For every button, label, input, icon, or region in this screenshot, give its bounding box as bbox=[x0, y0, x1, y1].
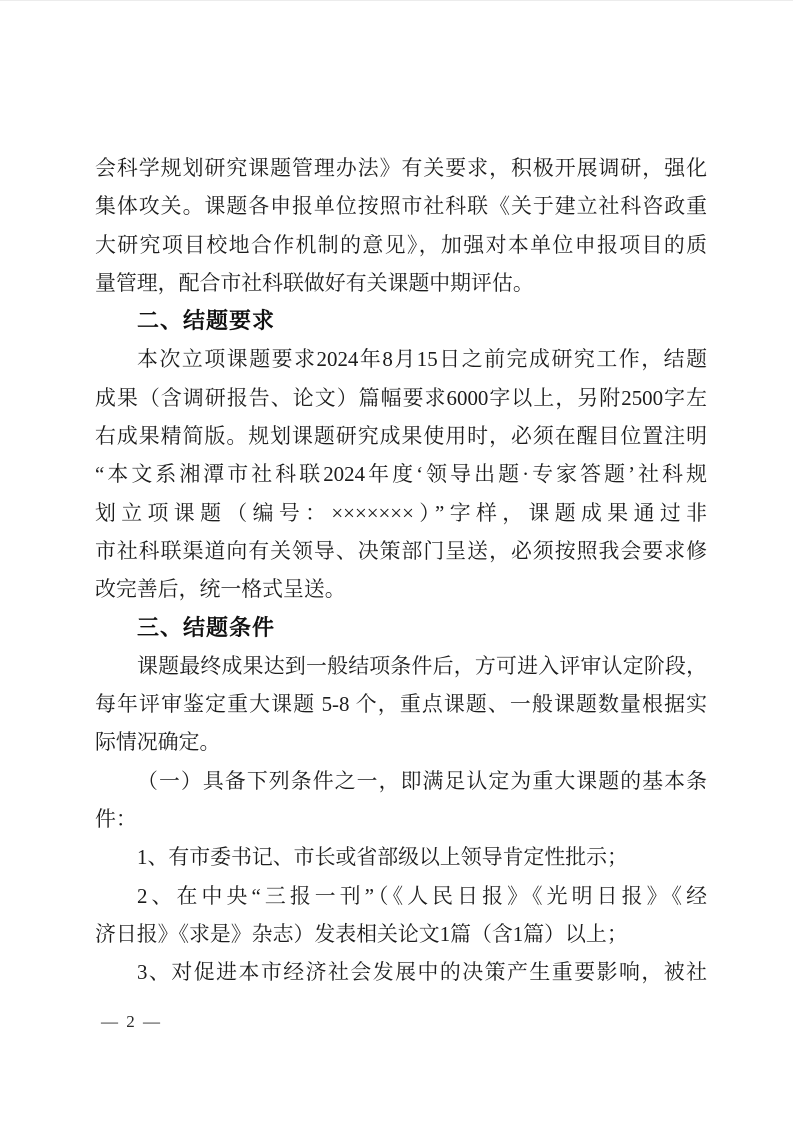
list-item: 2、在中央“三报一刊”（《人民日报》《光明日报》《经 bbox=[137, 883, 707, 908]
text-line: 课题最终成果达到一般结项条件后，方可进入评审认定阶段， bbox=[137, 653, 707, 678]
list-item: 3、对促进本市经济社会发展中的决策产生重要影响，被社 bbox=[137, 960, 707, 985]
text-line: 本次立项课题要求2024年8月15日之前完成研究工作，结题 bbox=[137, 347, 707, 372]
text-line: “本文系湘潭市社科联2024年度‘领导出题·专家答题’社科规 bbox=[95, 462, 707, 487]
text-line: 改完善后，统一格式呈送。 bbox=[95, 577, 346, 602]
text-line: 集体攻关。课题各申报单位按照市社科联《关于建立社科咨政重 bbox=[95, 194, 707, 219]
text-line: 成果（含调研报告、论文）篇幅要求6000字以上，另附2500字左 bbox=[95, 385, 707, 410]
list-item: 1、有市委书记、市长或省部级以上领导肯定性批示； bbox=[137, 845, 628, 870]
text-line: （一）具备下列条件之一，即满足认定为重大课题的基本条 bbox=[137, 768, 707, 793]
text-line: 市社科联渠道向有关领导、决策部门呈送，必须按照我会要求修 bbox=[95, 538, 707, 563]
text-line: 每年评审鉴定重大课题 5-8 个，重点课题、一般课题数量根据实 bbox=[95, 692, 707, 717]
section-heading: 二、结题要求 bbox=[137, 308, 276, 334]
text-line: 大研究项目校地合作机制的意见》，加强对本单位申报项目的质 bbox=[95, 232, 707, 257]
text-line: 划立项课题（编号：×××××××）”字样，课题成果通过非 bbox=[95, 500, 707, 525]
text-line: 量管理，配合市社科联做好有关课题中期评估。 bbox=[95, 270, 534, 295]
text-line: 际情况确定。 bbox=[95, 730, 221, 755]
page-number: — 2 — bbox=[101, 1012, 162, 1031]
text-line: 会科学规划研究课题管理办法》有关要求，积极开展调研，强化 bbox=[95, 156, 707, 180]
text-line: 济日报》《求是》杂志）发表相关论文1篇（含1篇）以上； bbox=[95, 921, 628, 946]
text-line: 件： bbox=[95, 807, 137, 832]
section-heading: 三、结题条件 bbox=[137, 614, 276, 640]
text-line: 右成果精简版。规划课题研究成果使用时，必须在醒目位置注明 bbox=[95, 424, 707, 449]
document-text-block bbox=[95, 149, 707, 992]
